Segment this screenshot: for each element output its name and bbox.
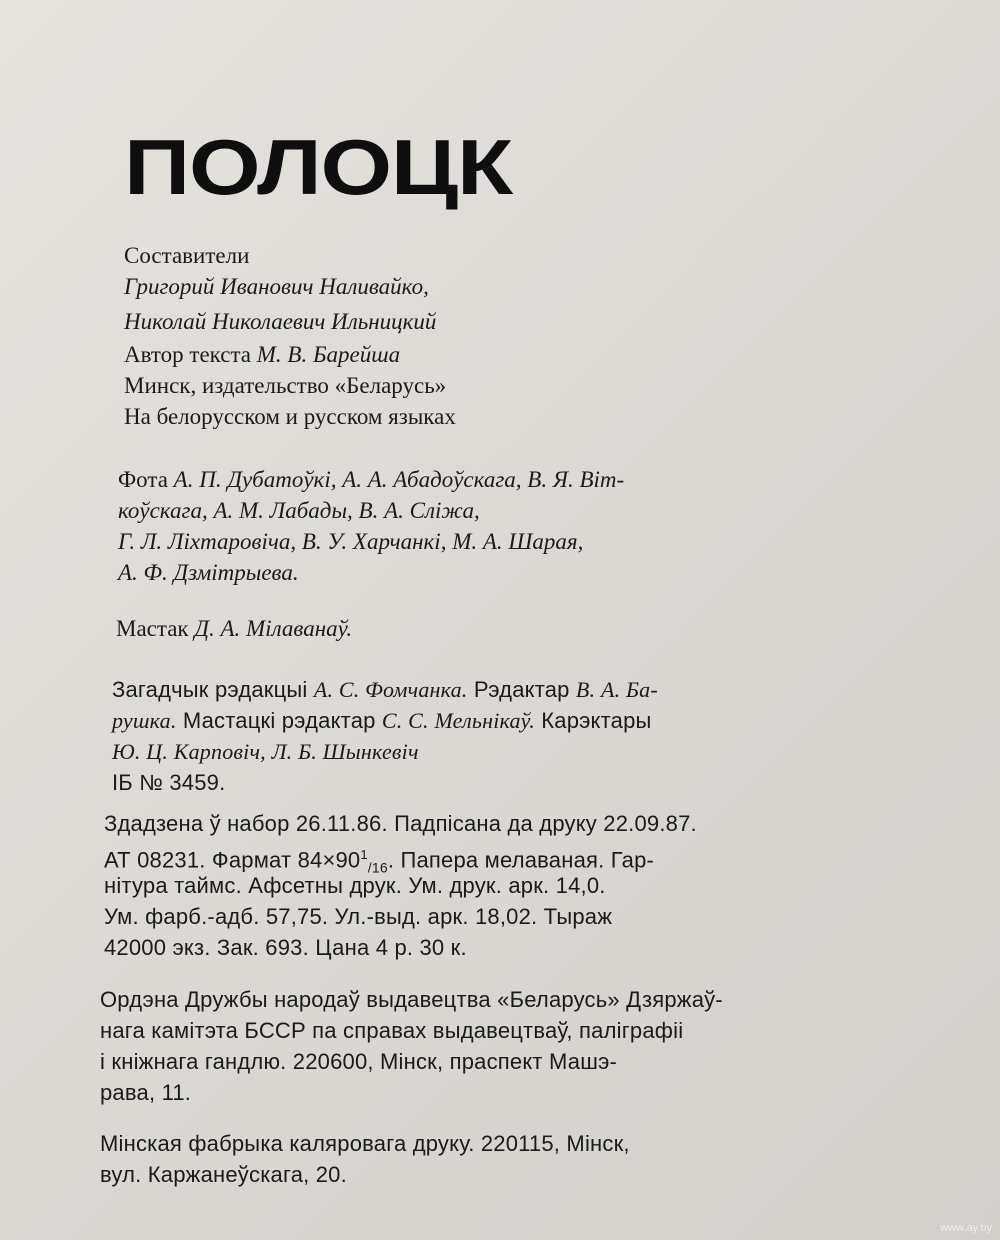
head-editor-name: А. С. Фомчанка. [313, 677, 468, 702]
printer-info-block [100, 1128, 630, 1190]
print-format-sub: /16 [367, 859, 388, 876]
book-title: ПОЛОЦК [124, 123, 512, 211]
publisher-info-line-1: Ордэна Дружбы народаў выдавецтва «Беларусь» Дзяржаў- [100, 987, 723, 1012]
artist-line [116, 613, 352, 644]
publisher-info-line-4: рава, 11. [100, 1080, 192, 1105]
editor-name-part1: В. А. Ба- [575, 677, 658, 702]
publisher-info-line-2: нага камітэта БССР па справах выдавецтваў, паліграфіі [100, 1018, 684, 1043]
artist-label: Мастак [116, 616, 189, 641]
text-author-label: Автор текста [124, 342, 252, 367]
proofreaders-names: Ю. Ц. Карповіч, Л. Б. Шынкевіч [112, 739, 419, 764]
art-editor-name: С. С. Мельнікаў. [381, 708, 535, 733]
publisher-info-block [100, 984, 723, 1108]
compiler-name-2: Николай Николаевич Ильницкий [124, 309, 437, 334]
languages-note: На белорусском и русском языках [124, 404, 456, 429]
proofreaders-label: Карэктары [541, 708, 652, 733]
editor-name-part2: рушка. [112, 708, 177, 733]
print-format-sup: 1 [360, 847, 368, 862]
head-editor-label: Загадчык рэдакцыі [112, 677, 308, 702]
photos-names-1: А. П. Дубатоўкі, А. А. Абадоўскага, В. Я. Віт- [173, 467, 625, 492]
print-info-line-3: нітура таймс. Афсетны друк. Ум. друк. арк. 14,0. [104, 873, 606, 898]
print-info-block [104, 808, 697, 963]
artist-name: Д. А. Мілаванаў. [194, 616, 353, 641]
printer-info-line-1: Мінская фабрыка каляровага друку. 220115, Мінск, [100, 1131, 630, 1156]
print-info-line-5: 42000 экз. Зак. 693. Цана 4 р. 30 к. [104, 935, 467, 960]
editor-label: Рэдактар [473, 677, 570, 702]
photos-line-4: А. Ф. Дзмітрыева. [118, 560, 299, 585]
text-author [124, 339, 456, 370]
art-editor-label: Мастацкі рэдактар [182, 708, 376, 733]
publisher-city: Минск, издательство «Беларусь» [124, 373, 447, 398]
ib-number: ІБ № 3459. [112, 770, 226, 795]
photos-line-2: коўскага, А. М. Лабады, В. А. Сліжа, [118, 498, 480, 523]
compilers-block [124, 240, 456, 432]
photos-line-3: Г. Л. Ліхтаровіча, В. У. Харчанкі, М. А. Шарая, [118, 529, 584, 554]
print-format-b: . Папера мелаваная. Гар- [387, 847, 655, 873]
editorial-line-1 [112, 674, 658, 705]
printer-info-line-2: вул. Каржанеўскага, 20. [100, 1162, 347, 1187]
site-watermark: www.ay.by [940, 1222, 992, 1234]
compilers-heading: Составители [124, 243, 250, 268]
print-info-line-4: Ум. фарб.-адб. 57,75. Ул.-выд. арк. 18,02. Тыраж [104, 904, 613, 929]
photos-line-1 [118, 464, 624, 495]
print-info-line-2 [104, 839, 697, 876]
text-author-name: М. В. Барейша [256, 342, 401, 367]
print-format-a: АТ 08231. Фармат 84×90 [104, 847, 361, 873]
publisher-info-line-3: і кніжнага гандлю. 220600, Мінск, праспект Машэ- [100, 1049, 618, 1074]
photos-block [118, 464, 624, 588]
photos-label: Фота [118, 467, 168, 492]
compiler-name-1: Григорий Иванович Наливайко, [124, 274, 429, 299]
print-info-line-1: Здадзена ў набор 26.11.86. Падпісана да друку 22.09.87. [104, 811, 697, 836]
artist-block [116, 613, 352, 644]
editorial-block [112, 674, 658, 798]
editorial-line-2 [112, 705, 658, 736]
